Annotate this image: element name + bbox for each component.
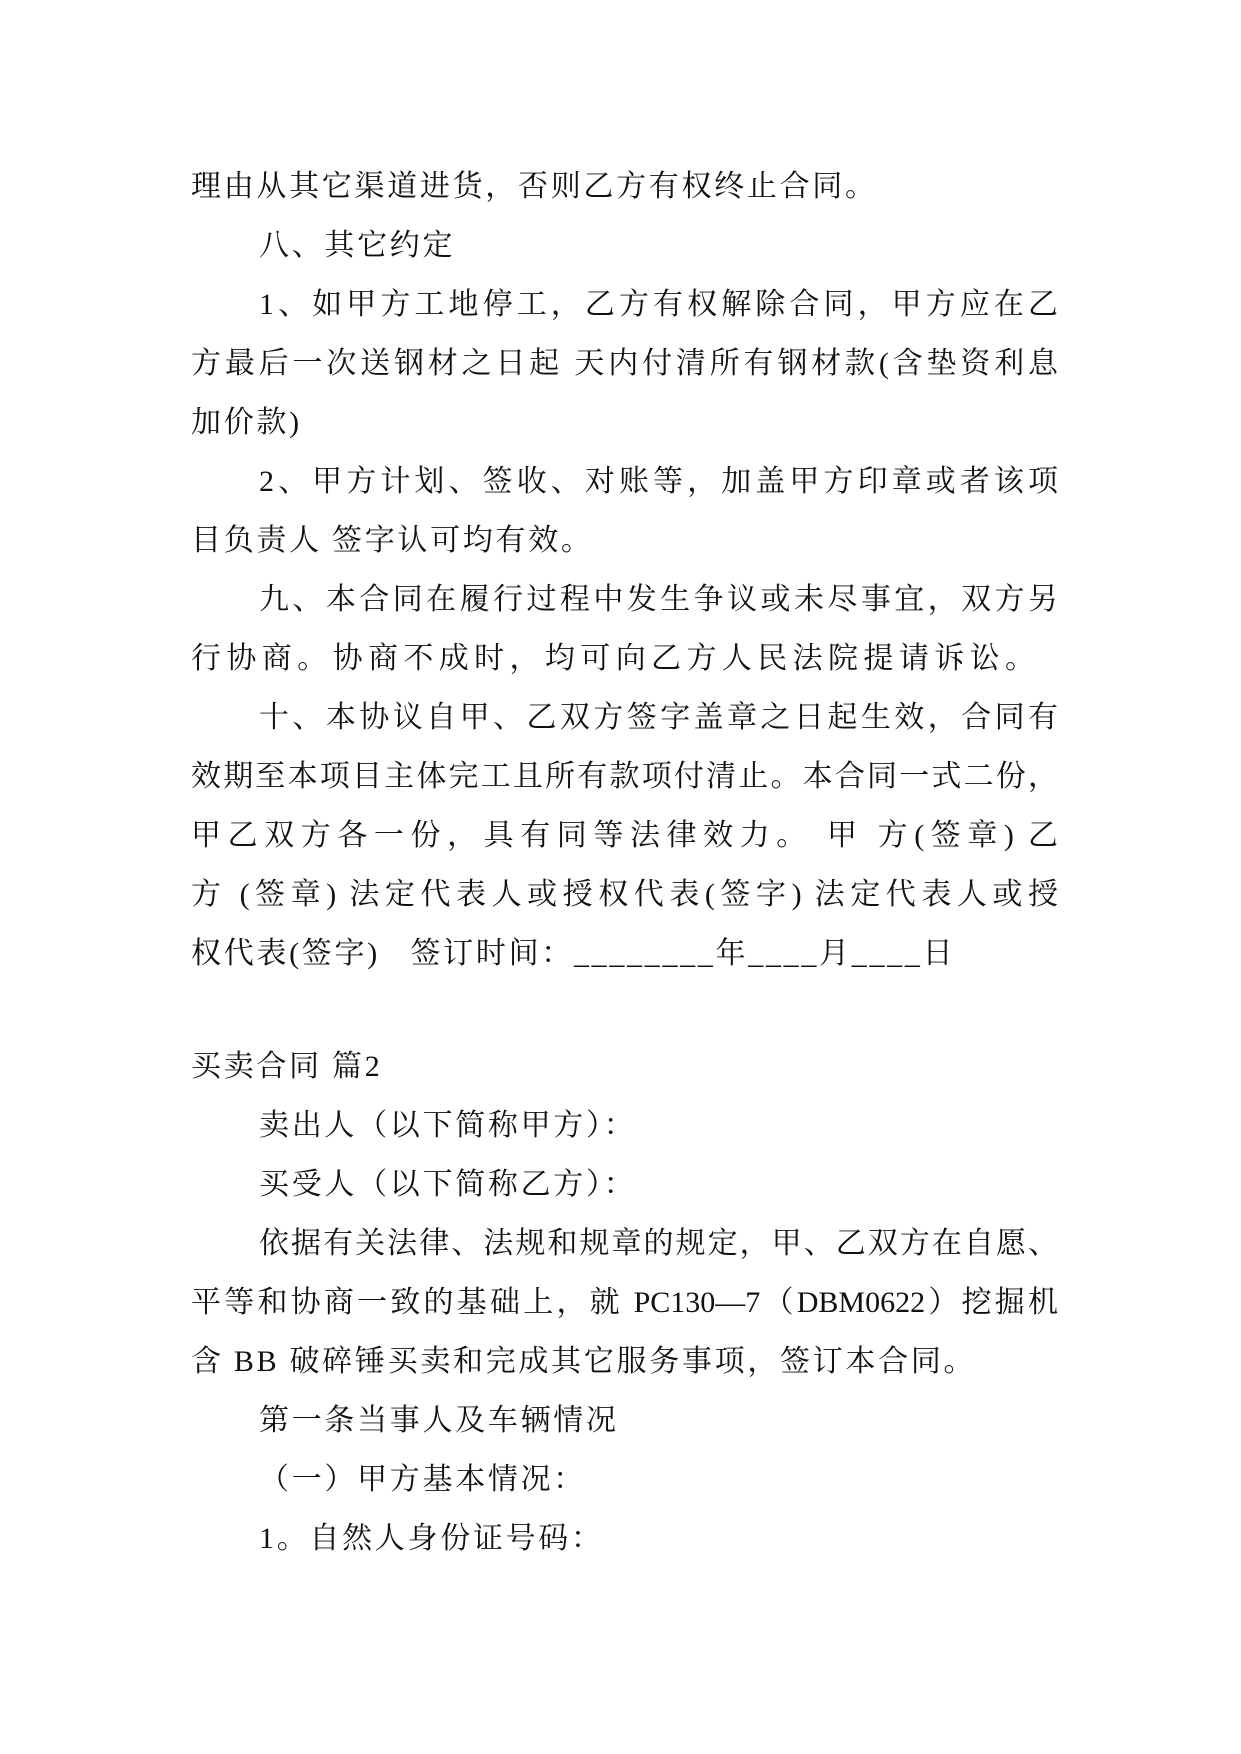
text-line: 甲乙双方各一份，具有同等法律效力。 甲 方(签章) 乙 <box>191 819 1058 852</box>
text-line: 方 (签章) 法定代表人或授权代表(签字) 法定代表人或授 <box>191 878 1058 911</box>
text-line: 依据有关法律、法规和规章的规定，甲、乙双方在自愿、 <box>259 1227 1058 1260</box>
section-spacer <box>191 983 1058 1037</box>
text-line: 理由从其它渠道进货，否则乙方有权终止合同。 <box>191 170 878 203</box>
buyer-line <box>191 1155 1058 1214</box>
clause-8-item-2 <box>191 452 1058 570</box>
text-line: 方最后一次送钢材之日起 天内付清所有钢材款(含垫资利息 <box>191 347 1058 380</box>
text-line: 效期至本项目主体完工且所有款项付清止。本合同一式二份， <box>191 760 1058 793</box>
text-line: 含 BB 破碎锤买卖和完成其它服务事项，签订本合同。 <box>191 1345 977 1378</box>
seller-line <box>191 1096 1058 1155</box>
id-number-field <box>191 1509 1058 1568</box>
text-line: 第一条当事人及车辆情况 <box>259 1404 619 1437</box>
text-line: 卖出人（以下简称甲方）： <box>259 1109 637 1142</box>
text-line: 行协商。协商不成时，均可向乙方人民法院提请诉讼。 <box>191 642 1035 675</box>
paragraph-continuation <box>191 157 1058 216</box>
article-1-heading <box>191 1391 1058 1450</box>
text-line: 平等和协商一致的基础上，就 PC130—7（DBM0622）挖掘机 <box>191 1286 1058 1319</box>
text-line: 十、本协议自甲、乙双方签字盖章之日起生效，合同有 <box>259 701 1058 734</box>
text-line: 1、如甲方工地停工，乙方有权解除合同，甲方应在乙 <box>259 288 1058 321</box>
text-line: 买受人（以下简称乙方）： <box>259 1168 637 1201</box>
text-line: 1。自然人身份证号码： <box>259 1522 604 1555</box>
signature-date-line: 权代表(签字) 签订时间：________年____月____日 <box>191 937 956 970</box>
contract-document <box>191 157 1058 1568</box>
clause-10 <box>191 688 1058 983</box>
clause-8-item-1 <box>191 275 1058 452</box>
text-line: 目负责人 签字认可均有效。 <box>191 524 594 557</box>
contract-title: 买卖合同 篇2 <box>191 1050 383 1083</box>
text-line: （一）甲方基本情况： <box>259 1463 586 1496</box>
party-a-heading <box>191 1450 1058 1509</box>
clause-8-heading <box>191 216 1058 275</box>
text-line: 九、本合同在履行过程中发生争议或未尽事宜，双方另 <box>259 583 1058 616</box>
intro-paragraph <box>191 1214 1058 1391</box>
text-line: 八、其它约定 <box>259 229 456 262</box>
clause-9 <box>191 570 1058 688</box>
text-line: 加价款) <box>191 406 302 439</box>
text-line: 2、甲方计划、签收、对账等，加盖甲方印章或者该项 <box>259 465 1058 498</box>
